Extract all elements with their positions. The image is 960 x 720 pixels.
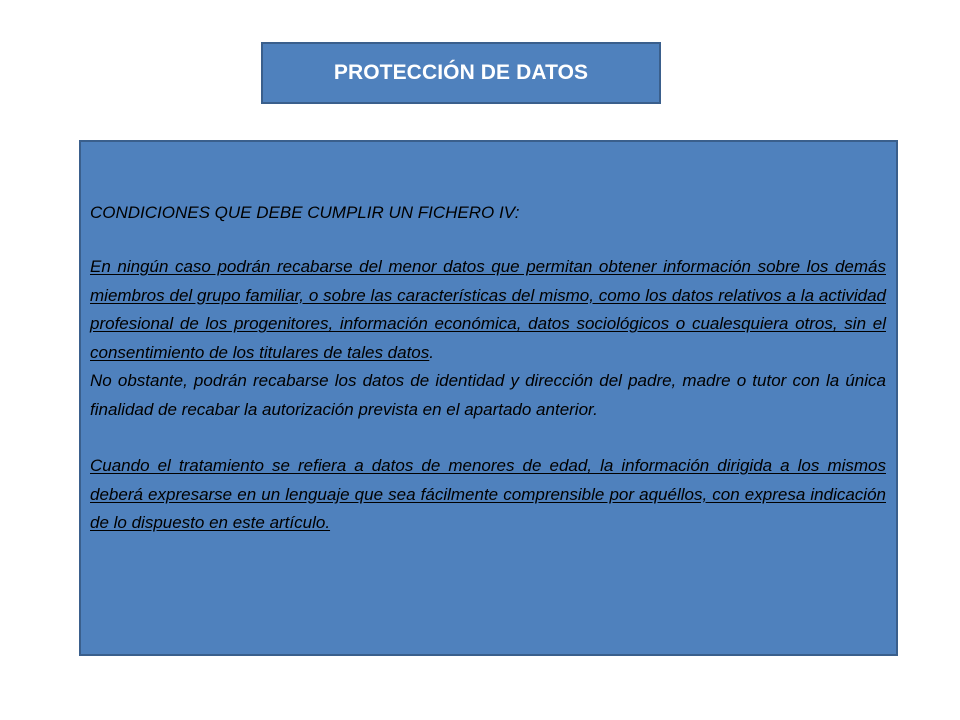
paragraph-2: No obstante, podrán recabarse los datos de identidad y dirección del padre, madre o tutor con la única finalidad de recabar la autorización prevista en el apartado anterior. bbox=[90, 371, 886, 419]
title-box bbox=[261, 42, 661, 104]
paragraph-1-end: . bbox=[429, 342, 434, 362]
content-box bbox=[79, 140, 898, 656]
paragraph-1 bbox=[90, 253, 886, 367]
slide-title: PROTECCIÓN DE DATOS bbox=[333, 61, 589, 84]
section-heading: CONDICIONES QUE DEBE CUMPLIR UN FICHERO IV: bbox=[90, 203, 520, 222]
paragraph-1-underlined: En ningún caso podrán recabarse del menor datos que permitan obtener información sobre los demás miembros del grupo familiar, o sobre las características del mismo, como los datos relativos a la actividad profesional de los progenitores, información económica, datos sociológicos o cualesquiera otros, sin el consentimiento de los titulares de tales datos bbox=[90, 257, 886, 362]
paragraph-3 bbox=[90, 452, 886, 538]
paragraph-3-underlined: Cuando el tratamiento se refiera a datos de menores de edad, la información dirigida a los mismos deberá expresarse en un lenguaje que sea fácilmente comprensible por aquéllos, con expresa indicación de lo dispuesto en este artículo. bbox=[90, 456, 886, 532]
